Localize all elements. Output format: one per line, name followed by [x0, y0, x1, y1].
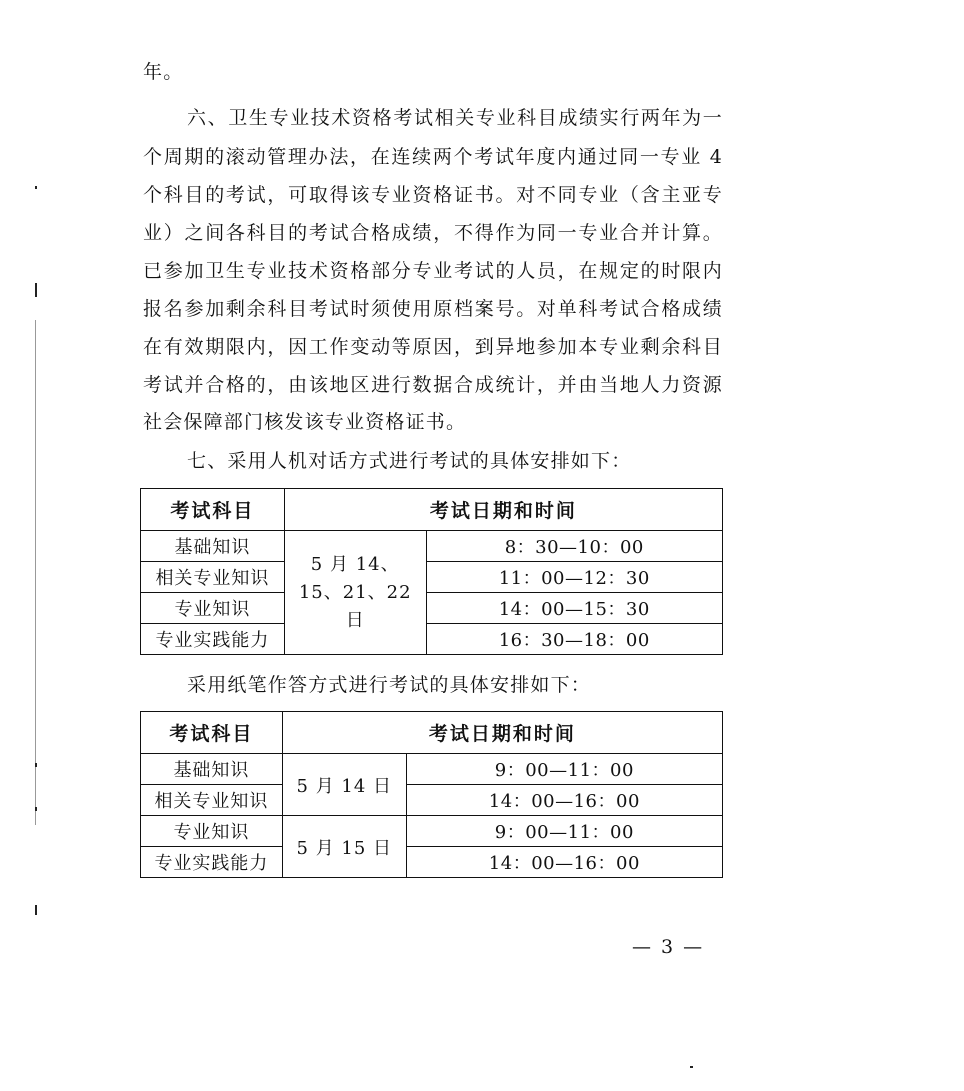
paragraph-line: 个周期的滚动管理办法，在连续两个考试年度内通过同一专业 4: [143, 146, 723, 168]
date-cell: 5 月 14、15、21、22 日: [284, 531, 426, 655]
date-cell: 5 月 14 日: [282, 754, 406, 816]
subject-cell: 基础知识: [141, 531, 285, 562]
section-heading: 采用纸笔作答方式进行考试的具体安排如下：: [187, 674, 592, 696]
scan-mark: [35, 905, 37, 915]
time-cell: 14：00—16：00: [406, 847, 722, 878]
subject-cell: 基础知识: [141, 754, 283, 785]
time-cell: 9：00—11：00: [406, 754, 722, 785]
subject-cell: 相关专业知识: [141, 562, 285, 593]
paragraph-line: 业）之间各科目的考试合格成绩，不得作为同一专业合并计算。: [143, 222, 723, 244]
paragraph-line: 考试并合格的，由该地区进行数据合成统计，并由当地人力资源: [143, 374, 723, 396]
header-subject: 考试科目: [141, 712, 283, 754]
scan-mark: [35, 283, 37, 297]
header-subject: 考试科目: [141, 489, 285, 531]
paragraph-line: 六、卫生专业技术资格考试相关专业科目成绩实行两年为一: [187, 107, 723, 129]
scan-mark: [35, 763, 37, 767]
subject-cell: 专业实践能力: [141, 847, 283, 878]
paper-exam-table: [140, 711, 723, 878]
scan-mark: [35, 807, 37, 811]
time-cell: 14：00—15：30: [426, 593, 722, 624]
time-cell: 14：00—16：00: [406, 785, 722, 816]
time-cell: 9：00—11：00: [406, 816, 722, 847]
time-cell: 11：00—12：30: [426, 562, 722, 593]
subject-cell: 专业实践能力: [141, 624, 285, 655]
scan-mark: [690, 1066, 693, 1068]
subject-cell: 相关专业知识: [141, 785, 283, 816]
paragraph-line: 个科目的考试，可取得该专业资格证书。对不同专业（含主亚专: [143, 184, 723, 206]
section-heading: 七、采用人机对话方式进行考试的具体安排如下：: [187, 450, 632, 472]
paragraph-line: 社会保障部门核发该专业资格证书。: [143, 411, 467, 433]
paragraph-line: 报名参加剩余科目考试时须使用原档案号。对单科考试合格成绩: [143, 298, 723, 320]
paragraph-line: 已参加卫生专业技术资格部分专业考试的人员，在规定的时限内: [143, 260, 723, 282]
header-datetime: 考试日期和时间: [282, 712, 722, 754]
paragraph-line: 年。: [143, 61, 184, 83]
date-cell: 5 月 15 日: [282, 816, 406, 878]
computer-exam-table: [140, 488, 723, 655]
time-cell: 8：30—10：00: [426, 531, 722, 562]
header-datetime: 考试日期和时间: [284, 489, 722, 531]
time-cell: 16：30—18：00: [426, 624, 722, 655]
paragraph-line: 在有效期限内，因工作变动等原因，到异地参加本专业剩余科目: [143, 336, 723, 358]
subject-cell: 专业知识: [141, 593, 285, 624]
page-number: — 3 —: [632, 936, 705, 958]
scan-line: [35, 320, 36, 825]
subject-cell: 专业知识: [141, 816, 283, 847]
scan-mark: [35, 186, 37, 189]
